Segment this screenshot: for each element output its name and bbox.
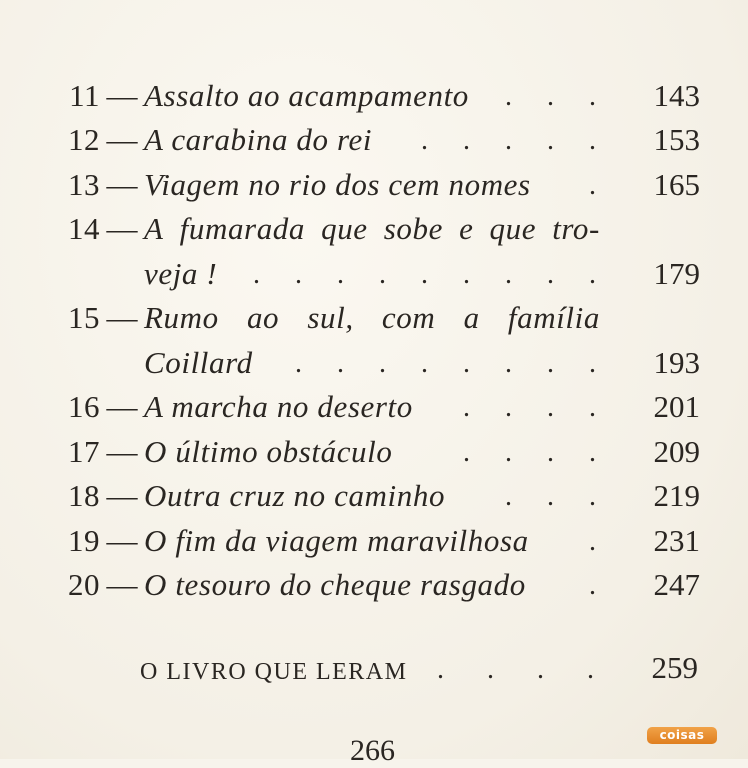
chapter-title: O fim da viagem maravilhosa [144,522,529,558]
leader-dots: . [589,171,610,200]
page-number: 165 [653,166,700,202]
leader-dots: . . . . [463,438,610,467]
leader-dots: . . . . [437,654,612,685]
title-word: A [144,211,164,246]
chapter-number: 13 [68,166,100,202]
chapter-title: A carabina do rei [144,122,373,157]
title-word: com [381,300,436,335]
chapter-number: 19 [68,522,100,558]
leader-dots: . . . . . . . . . [253,260,610,289]
leader-dots: . . . . [463,394,610,422]
chapter-title: Viagem no rio dos cem nomes [144,166,531,202]
dash: — [106,122,138,157]
page-number: 209 [653,433,700,469]
chapter-title: Assalto ao acampamento [144,77,469,113]
toc-entry [60,200,700,245]
dash: — [106,300,138,335]
dash: — [106,166,138,202]
toc-entry-continuation [60,333,700,378]
title-word: ao [246,300,280,335]
dash: — [106,211,138,246]
chapter-number: 12 [68,122,100,157]
title-word: que [489,211,537,246]
page-number: 153 [653,122,700,157]
chapter-number: 16 [68,389,100,424]
chapter-number: 15 [68,300,100,335]
page-number: 247 [653,567,700,602]
title-word: que [321,211,368,246]
dash: — [106,567,138,602]
toc-entry [60,66,700,111]
page-number: 231 [653,522,700,558]
dash: — [106,433,138,469]
table-of-contents [60,66,700,600]
toc-entry [60,467,700,512]
leader-dots: . [589,527,610,556]
dash: — [106,522,138,558]
title-word: a [463,300,480,335]
page-number: 193 [653,344,700,380]
toc-entry [60,155,700,200]
closing-entry [140,650,698,686]
closing-title: O LIVRO QUE LERAM [140,659,408,685]
title-word: sobe [383,211,443,246]
toc-entry [60,111,700,156]
toc-entry [60,422,700,467]
toc-entry-continuation [60,244,700,289]
leader-dots: . . . [505,483,610,511]
toc-entry [60,556,700,601]
page-number: 179 [653,255,700,291]
chapter-title: O tesouro do cheque rasgado [144,567,526,602]
chapter-title [144,302,600,333]
leader-dots: . [589,572,610,600]
chapter-number: 20 [68,567,100,602]
watermark-stamp: coisas [647,727,717,744]
title-word: fumarada [179,211,306,246]
chapter-number: 17 [68,433,100,469]
leader-dots: . . . . . [421,127,610,155]
title-word: sul, [307,300,354,335]
chapter-title: O último obstáculo [144,433,393,469]
chapter-number: 18 [68,478,100,513]
chapter-title-continuation: Coillard [144,344,253,380]
chapter-title-continuation: veja ! [144,255,218,291]
leader-dots: . . . . . . . . [295,349,610,378]
folio-page-number: 266 [350,734,395,767]
chapter-title: Outra cruz no caminho [144,478,446,513]
leader-dots: . . . [505,82,610,111]
toc-entry [60,378,700,423]
toc-entry [60,511,700,556]
dash: — [106,389,138,424]
page-number: 201 [653,389,700,424]
title-word: tro- [552,211,600,246]
title-word: Rumo [144,300,219,335]
page-number: 219 [653,478,700,513]
toc-entry [60,289,700,334]
chapter-title: A marcha no deserto [144,389,413,424]
chapter-number: 14 [68,211,100,246]
chapter-number: 11 [69,77,100,113]
title-word: família [507,300,600,335]
chapter-title [144,213,600,244]
dash: — [106,478,138,513]
dash: — [106,77,138,113]
title-word: e [459,211,474,246]
page-number: 143 [653,77,700,113]
page-number: 259 [651,650,698,685]
